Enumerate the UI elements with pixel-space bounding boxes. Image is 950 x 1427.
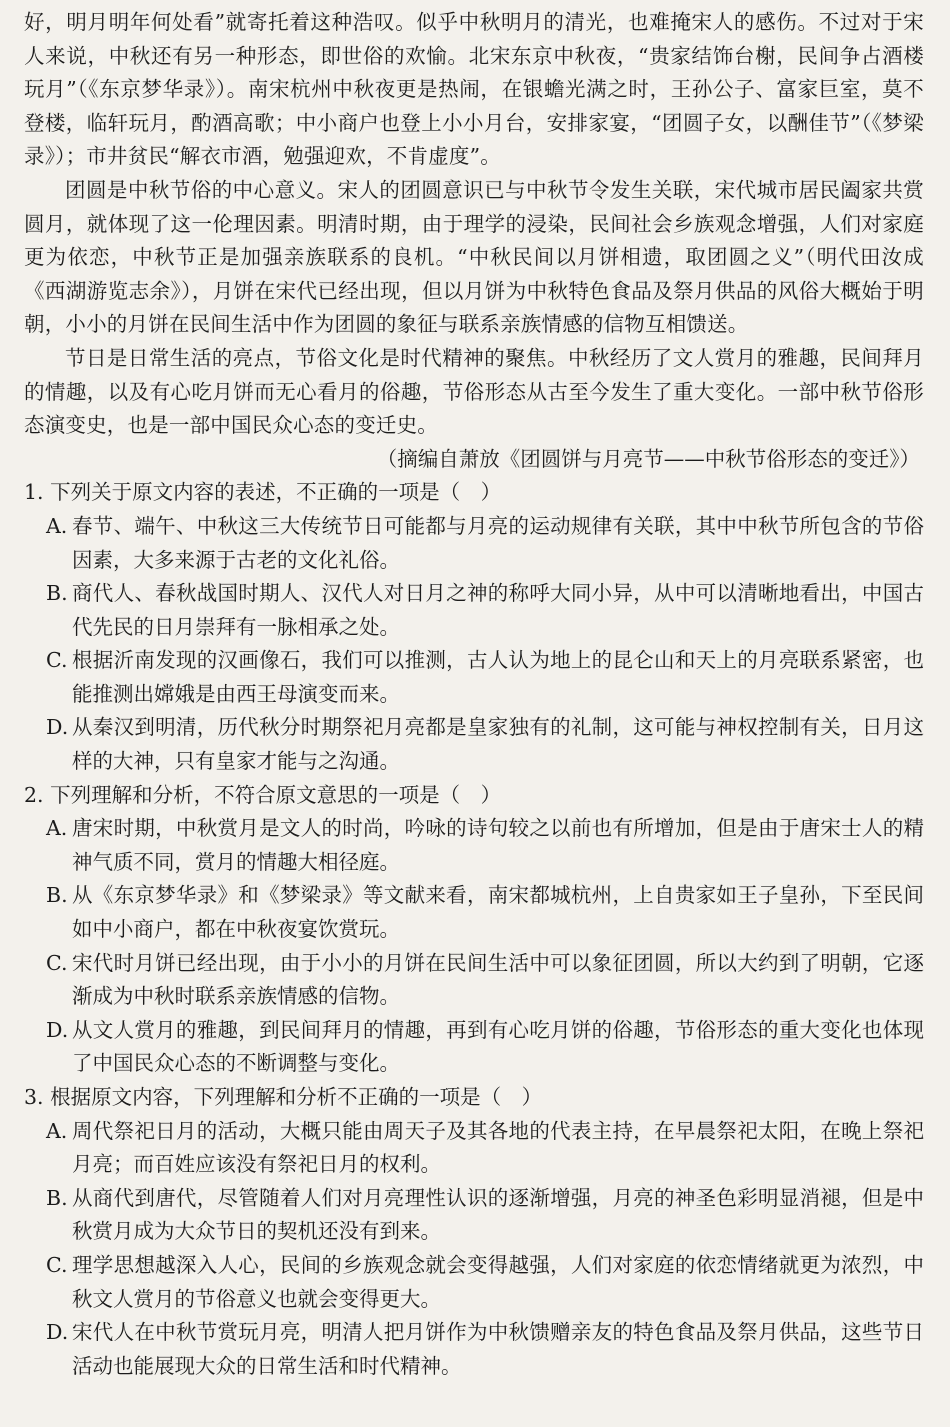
- option-a: [46, 1115, 924, 1182]
- question-stem: 1. 下列关于原文内容的表述，不正确的一项是（ ）: [24, 480, 502, 505]
- option-letter: C.: [46, 1252, 68, 1277]
- option-text: 从商代到唐代，尽管随着人们对月亮理性认识的逐渐增强，月亮的神圣色彩明显消褪，但是中秋赏月成为大众节日的契机还没有到来。: [72, 1185, 924, 1244]
- option-c: [46, 644, 924, 711]
- option-b: [46, 577, 924, 644]
- option-a: [46, 812, 924, 879]
- option-letter: A.: [46, 513, 68, 538]
- option-d: [46, 1316, 924, 1383]
- option-text: 春节、端午、中秋这三大传统节日可能都与月亮的运动规律有关联，其中中秋节所包含的节俗因素，大多来源于古老的文化礼俗。: [72, 513, 924, 572]
- option-c: [46, 1249, 924, 1316]
- option-letter: B.: [46, 883, 68, 908]
- option-d: [46, 1014, 924, 1081]
- option-text: 宋代时月饼已经出现，由于小小的月饼在民间生活中可以象征团圆，所以大约到了明朝，它逐渐成为中秋时联系亲族情感的信物。: [72, 950, 924, 1009]
- option-letter: D.: [46, 715, 69, 740]
- option-letter: B.: [46, 1185, 68, 1210]
- option-letter: A.: [46, 1118, 68, 1143]
- question-stem: 3. 根据原文内容，下列理解和分析不正确的一项是（ ）: [24, 1085, 543, 1109]
- passage: [24, 6, 924, 476]
- option-text: 根据沂南发现的汉画像石，我们可以推测，古人认为地上的昆仑山和天上的月亮联系紧密，也能推测出嫦娥是由西王母演变而来。: [72, 648, 924, 706]
- option-letter: D.: [46, 1017, 69, 1042]
- option-letter: C.: [46, 950, 68, 975]
- question-2: [24, 779, 924, 1081]
- passage-paragraph-1: 好，明月明年何处看”就寄托着这种浩叹。似乎中秋明月的清光，也难掩宋人的感伤。不过对于宋人来说，中秋还有另一种形态，即世俗的欢愉。北宋东京中秋夜，“贵家结饰台榭，民间争占酒楼玩月”（《东京梦华录》）。南宋杭州中秋夜更是热闹，在银蟾光满之时，王孙公子、富家巨室，莫不登楼，临轩玩月，酌酒高歌；中小商户也登上小小月台，安排家宴，“团圆子女，以酬佳节”（《梦梁录》）；市井贫民“解衣市酒，勉强迎欢，不肯虚度”。: [24, 10, 924, 169]
- passage-paragraph-2: 团圆是中秋节俗的中心意义。宋人的团圆意识已与中秋节令发生关联，宋代城市居民阖家共赏圆月，就体现了这一伦理因素。明清时期，由于理学的浸染，民间社会乡族观念增强，人们对家庭更为依恋，中秋节正是加强亲族联系的良机。“中秋民间以月饼相遗，取团圆之义”（明代田汝成《西湖游览志余》），月饼在宋代已经出现，但以月饼为中秋特色食品及祭月供品的风俗大概始于明朝，小小的月饼在民间生活中作为团圆的象征与联系亲族情感的信物互相馈送。: [24, 177, 924, 337]
- option-text: 从《东京梦华录》和《梦梁录》等文献来看，南宋都城杭州，上自贵家如王子皇孙，下至民间如中小商户，都在中秋夜宴饮赏玩。: [72, 883, 924, 942]
- question-3: [24, 1081, 924, 1383]
- option-text: 宋代人在中秋节赏玩月亮，明清人把月饼作为中秋馈赠亲友的特色食品及祭月供品，这些节日活动也能展现大众的日常生活和时代精神。: [72, 1320, 924, 1378]
- option-d: [46, 711, 924, 778]
- option-text: 理学思想越深入人心，民间的乡族观念就会变得越强，人们对家庭的依恋情绪就更为浓烈，中秋文人赏月的节俗意义也就会变得更大。: [72, 1252, 924, 1311]
- option-text: 周代祭祀日月的活动，大概只能由周天子及其各地的代表主持，在早晨祭祀太阳，在晚上祭祀月亮；而百姓应该没有祭祀日月的权利。: [72, 1118, 924, 1177]
- passage-source: （摘编自萧放《团圆饼与月亮节——中秋节俗形态的变迁》）: [376, 446, 920, 471]
- option-b: [46, 1182, 924, 1249]
- option-b: [46, 879, 924, 946]
- option-text: 商代人、春秋战国时期人、汉代人对日月之神的称呼大同小异，从中可以清晰地看出，中国古代先民的日月崇拜有一脉相承之处。: [72, 581, 924, 639]
- passage-paragraph-3: 节日是日常生活的亮点，节俗文化是时代精神的聚焦。中秋经历了文人赏月的雅趣，民间拜月的情趣，以及有心吃月饼而无心看月的俗趣，节俗形态从古至今发生了重大变化。一部中秋节俗形态演变史，也是一部中国民众心态的变迁史。: [24, 345, 924, 438]
- option-a: [46, 510, 924, 577]
- option-letter: D.: [46, 1320, 69, 1345]
- option-letter: A.: [46, 816, 68, 841]
- question-stem: 2. 下列理解和分析，不符合原文意思的一项是（ ）: [24, 782, 502, 807]
- option-letter: C.: [46, 648, 68, 673]
- option-letter: B.: [46, 581, 68, 606]
- option-c: [46, 947, 924, 1014]
- question-1: [24, 476, 924, 778]
- option-text: 从秦汉到明清，历代秋分时期祭祀月亮都是皇家独有的礼制，这可能与神权控制有关，日月这样的大神，只有皇家才能与之沟通。: [72, 715, 924, 774]
- option-text: 从文人赏月的雅趣，到民间拜月的情趣，再到有心吃月饼的俗趣，节俗形态的重大变化也体现了中国民众心态的不断调整与变化。: [72, 1017, 924, 1076]
- option-text: 唐宋时期，中秋赏月是文人的时尚，吟咏的诗句较之以前也有所增加，但是由于唐宋士人的精神气质不同，赏月的情趣大相径庭。: [72, 816, 924, 874]
